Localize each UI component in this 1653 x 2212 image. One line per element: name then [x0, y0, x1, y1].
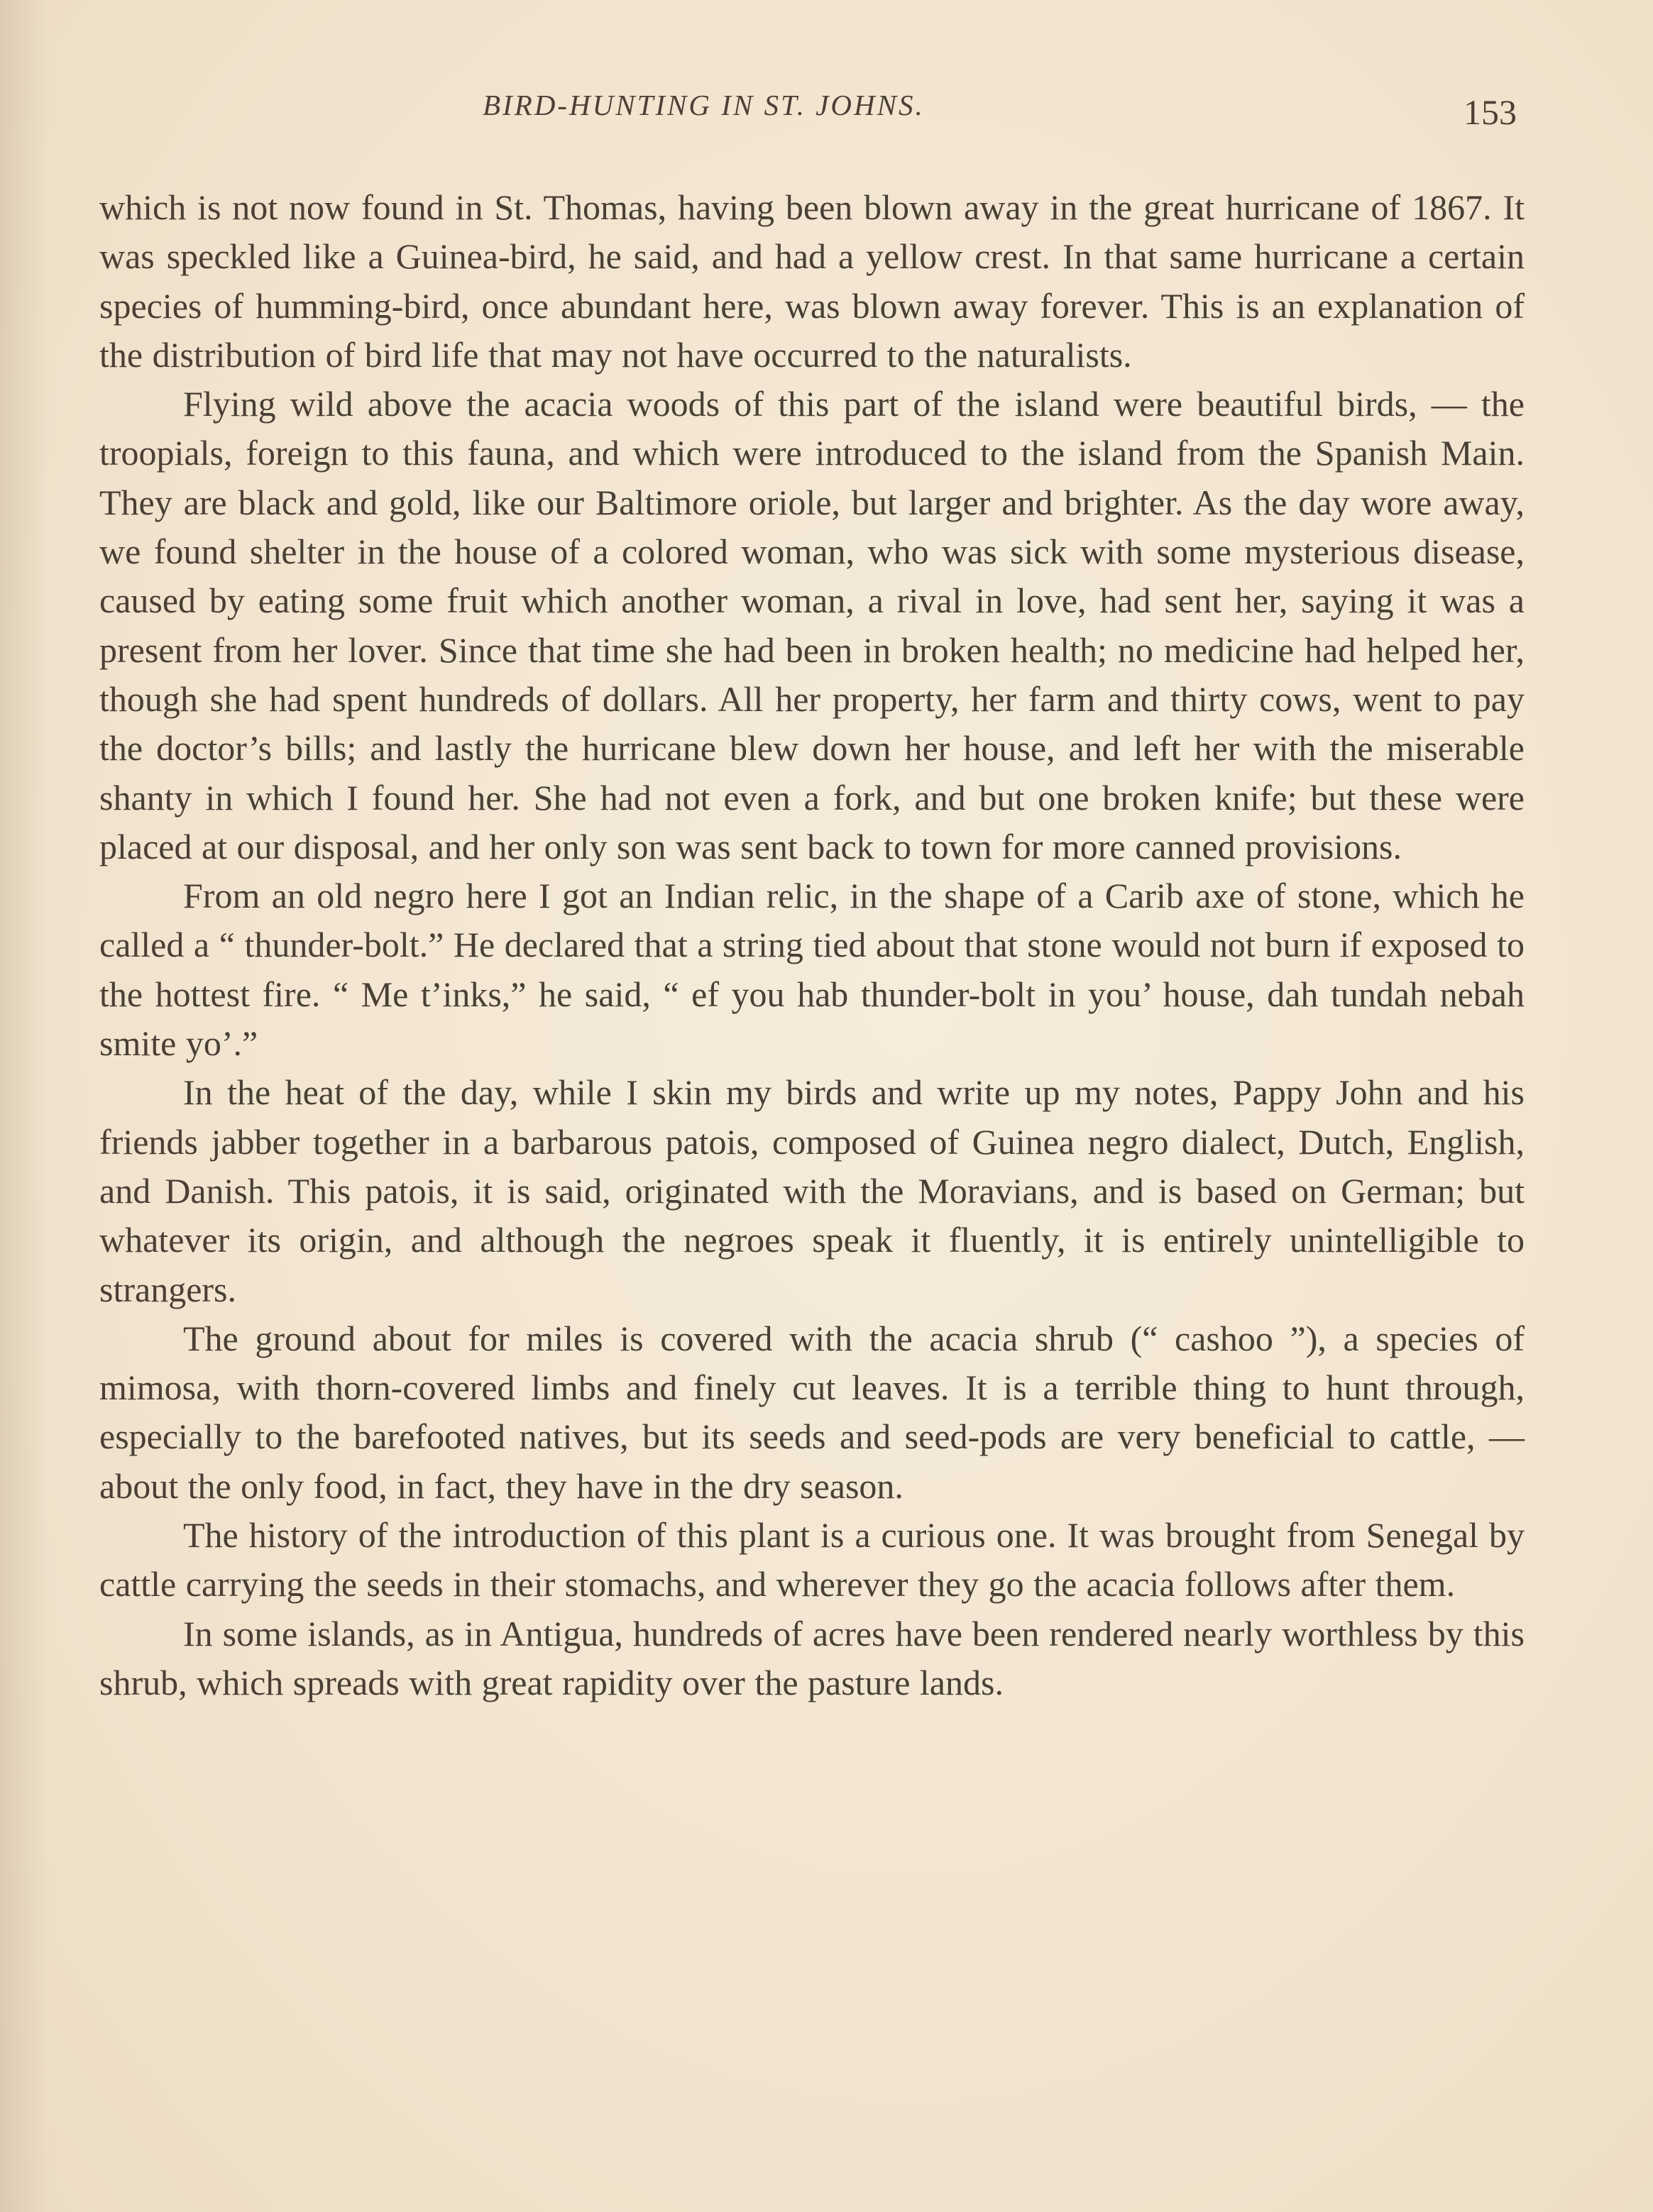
paragraph-3: From an old negro here I got an Indian relic, in the shape of a Carib axe of stone, which he called a “ thunder-bolt.” He declared that a string tied about that stone would not burn if exposed to the hottest fire. “ Me t’inks,” he said, “ ef you hab thunder-bolt in you’ house, dah tundah nebah smite yo’.” [99, 876, 1525, 1064]
page-number: 153 [1463, 92, 1517, 132]
running-head [0, 84, 1653, 141]
body-text [99, 183, 1525, 1707]
paragraph-4: In the heat of the day, while I skin my birds and write up my notes, Pappy John and his friends jabber together in a barbarous patois, composed of Guinea negro dialect, Dutch, English, and Danish. This patois, it is said, originated with the Moravians, and is based on German; but whatever its origin, and although the negroes speak it fluently, it is entirely unintelligible to strangers. [99, 1072, 1525, 1309]
paragraph-7: In some islands, as in Antigua, hundreds of acres have been rendered nearly worthless by this shrub, which spreads with great rapidity over the pasture lands. [99, 1613, 1525, 1702]
paragraph-2: Flying wild above the acacia woods of this part of the island were beautiful birds, — the troopials, foreign to this fauna, and which were introduced to the island from the Spanish Main. They are black and gold, like our Baltimore oriole, but larger and brighter. As the day wore away, we found shelter in the house of a colored woman, who was sick with some mysterious disease, caused by eating some fruit which another woman, a rival in love, had sent her, saying it was a present from her lover. Since that time she had been in broken health; no medicine had helped her, though she had spent hundreds of dollars. All her property, her farm and thirty cows, went to pay the doctor’s bills; and lastly the hurricane blew down her house, and left her with the miserable shanty in which I found her. She had not even a fork, and but one broken knife; but these were placed at our disposal, and her only son was sent back to town for more canned provisions. [99, 384, 1525, 866]
running-head-title: BIRD-HUNTING IN ST. JOHNS. [483, 89, 925, 121]
paragraph-6: The history of the introduction of this plant is a curious one. It was brought from Senegal by cattle carrying the seeds in their stomachs, and wherever they go the acacia follows after them. [99, 1515, 1525, 1605]
paragraph-5: The ground about for miles is covered with the acacia shrub (“ cashoo ”), a species of mimosa, with thorn-covered limbs and finely cut leaves. It is a terrible thing to hunt through, especially to the barefooted natives, but its seeds and seed-pods are very beneficial to cattle, — about the only food, in fact, they have in the dry season. [99, 1318, 1525, 1506]
paragraph-1: which is not now found in St. Thomas, having been blown away in the great hurricane of 1867. It was speckled like a Guinea-bird, he said, and had a yellow crest. In that same hurricane a certain species of humming-bird, once abundant here, was blown away forever. This is an explanation of the distribution of bird life that may not have occurred to the naturalists. [99, 187, 1525, 375]
page-gutter-shadow [0, 0, 50, 2212]
